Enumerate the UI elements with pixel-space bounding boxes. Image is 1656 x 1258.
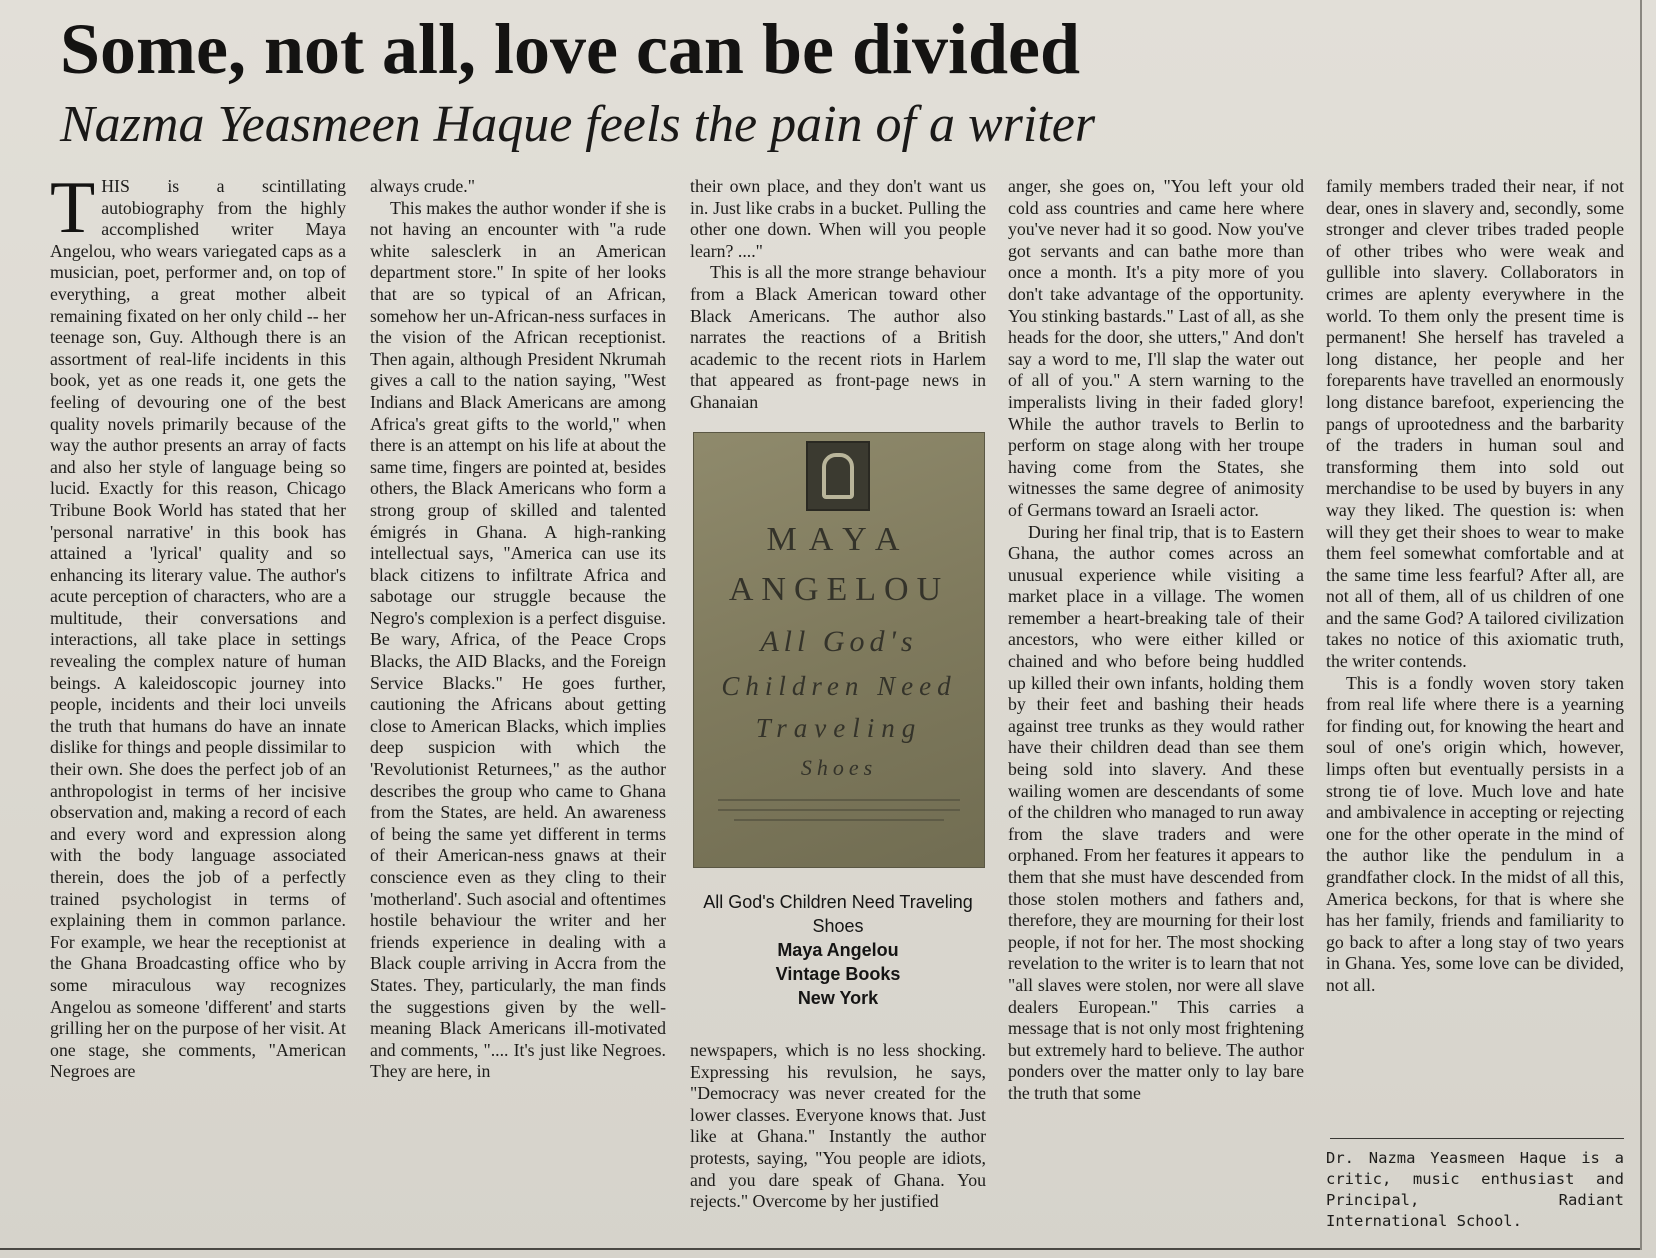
column-2	[370, 176, 666, 1083]
cover-title-line: Traveling	[755, 713, 923, 743]
cover-title-line: Shoes	[800, 755, 878, 780]
caption-city: New York	[797, 988, 879, 1008]
paragraph: This is all the more strange behaviour from a Black American toward other Black Americans. The author also narrates the reactions of a British academic to the recent riots in Harlem that appeared as front-page news in Ghanaian	[690, 262, 986, 412]
paragraph: family members traded their near, if not dear, ones in slavery and, secondly, some stronger and clever tribes traded people of other tribes who were weak and gullible into slavery. Collaborators in crimes are aplenty everywhere in the world. To them only the present time is permanent! She herself has traveled a long distance, her people and her foreparents have travelled an enormously long distance barefoot, experiencing the pangs of uprootedness and the barbarity of the traders in human soul and transforming them into sold out merchandise to be used by buyers in any way they liked. The question is: when will they get their shoes to wear to make them feel somewhat comfortable and at the same time less fearful? After all, are not all of them, all of us children of one and the same God? A tailored civilization takes no notice of this axiomatic truth, the writer contends.	[1326, 176, 1624, 672]
bio-divider	[1330, 1138, 1624, 1139]
paragraph: This is a fondly woven story taken from real life where there is a yearning for finding out, for knowing the heart and soul of one's origin which, however, limps often but eventually persists in a strong tie of love. Much love and hate and ambivalence in accepting or rejecting one for the other operate in the mind of the author like the pendulum in a grandfather clock. In the midst of all this, America beckons, for that is where she has her family, friends and familiarity to go back to after a long stay of two years in Ghana. Yes, some love can be divided, not all.	[1326, 672, 1624, 995]
cover-author-last: ANGELOU	[728, 571, 950, 608]
cover-fine-print	[718, 809, 960, 811]
page-bottom-rule	[0, 1248, 1640, 1250]
book-cover-image	[693, 432, 985, 868]
cover-author-first: MAYA	[766, 521, 912, 558]
column-4	[1008, 176, 1304, 1105]
paragraph-text: HIS is a scintillating autobiography from the highly accomplished writer Maya Angelou, who wears variegated caps as a musician, poet, performer and, on top of everything, a great mother albeit remaining fixated on her only child -- her teenage son, Guy. Although there is an assortment of real-life incidents in this book, yet as one reads it, one gets the feeling of devouring one of the best quality novels primarily because of the way the author presents an array of facts and also her style of language being so lucid. Exactly for this reason, Chicago Tribune Book World has stated that her 'personal narrative' in this book has attained a 'lyrical' quality and so enhancing its literary value. The author's acute perception of characters, who are a multitude, their conversations and interactions, all take place in settings revealing the complex nature of human beings. A kaleidoscopic journey into people, incidents and their loci unveils the truth that humans do have an innate dislike for things and people dissimilar to their own. She does the perfect job of an anthropologist in terms of her incisive observation and, making a record of each and every word and expression along with the body language associated therein, does the job of a perfectly trained psychologist in terms of explaining them in common parlance. For example, we hear the receptionist at the Ghana Broadcasting office who by some miraculous way recognizes Angelou as someone 'different' and starts grilling her on the purpose of her visit. At one stage, she comments, "American Negroes are	[50, 176, 346, 1082]
column-1	[50, 167, 346, 1083]
author-bio: Dr. Nazma Yeasmeen Haque is a critic, music enthusiast and Principal, Radiant International School.	[1326, 1149, 1624, 1230]
caption-author: Maya Angelou	[777, 940, 899, 960]
paragraph: During her final trip, that is to Eastern Ghana, the author comes across an unusual experience while visiting a market place in a village. The women remember a heart-breaking tale of their ancestors, who were either killed or chained and who before being huddled up killed their own infants, holding them by their feet and bashing their heads against tree trunks as they would rather have their children dead than see them being sold into slavery. And these wailing women are descendants of some of the children who managed to run away from the slave traders and were orphaned. From her features it appears to them that she must have descended from those stolen mothers and fathers and, therefore, they are mourning for their lost people, if not for her. The most shocking revelation to the writer is to learn that not "all slaves were stolen, nor were all slave dealers European." This carries a message that is not only most frightening but extremely hard to believe. The author ponders over the matter only to lay bare the truth that some	[1008, 521, 1304, 1103]
paragraph: This makes the author wonder if she is not having an encounter with "a rude white salesclerk in an American department store." In spite of her looks that are so typical of an African, somehow her un-African-ness surfaces in the vision of the African receptionist. Then again, although President Nkrumah gives a call to the nation saying, "West Indians and Black Americans are among Africa's great gifts to the world," when there is an attempt on his life at about the same time, fingers are pointed at, besides others, the Black Americans who form a strong group of skilled and talented émigrés in Ghana. A high-ranking intellectual says, "America can use its black citizens to infiltrate Africa and sabotage our struggle because the Negro's complexion is a perfect disguise. Be wary, Africa, of the Peace Crops Blacks, the AID Blacks, and the Foreign Service Blacks." He goes further, cautioning the Africans about getting close to American Blacks, which implies deep suspicion with which the 'Revolutionist Returnees," as the author describes the group who came to Ghana from the States, are held. An awareness of being the same yet different in terms of their American-ness gnaws at their conscience even as they cling to their 'motherland'. Such asocial and oftentimes hostile behaviour the writer and her friends experience in dealing with a Black couple arriving in Accra from the States. They, particularly, the man finds the suggestions given by the well-meaning Black Americans ill-motivated and comments, ".... It's just like Negroes. They are here, in	[370, 197, 666, 1082]
paragraph: anger, she goes on, "You left your old cold ass countries and came here where you've never had it so good. Now you've got servants and can bathe more than once a month. It's a pity more of you don't take advantage of the opportunity. You stinking bastards." Last of all, as she heads for the door, she utters," And don't say a word to me, I'll slap the water out of all of you." A stern warning to the imperalists living in their faded glory! While the author travels to Berlin to perform on stage along with her troupe having come from the States, she witnesses the same degree of animosity of Germans toward an Israeli actor.	[1008, 176, 1304, 520]
caption-publisher: Vintage Books	[775, 964, 901, 984]
column-3	[690, 176, 986, 414]
column-rule	[1640, 0, 1642, 1250]
paragraph: newspapers, which is no less shocking. Expressing his revulsion, he says, "Democracy was never created for the lower classes. Everyone knows that. Just like at Ghana." Instantly the author protests, saying, "You people are idiots, and you dare speak of Ghana. You rejects." Overcome by her justified	[690, 1040, 986, 1212]
paragraph: always crude."	[370, 176, 476, 196]
column-3-continued	[690, 1040, 986, 1213]
cover-title-line: All God's	[760, 625, 918, 658]
paragraph: their own place, and they don't want us in. Just like crabs in a bucket. Pulling the other one down. When will you people learn? ...."	[690, 176, 986, 261]
headline: Some, not all, love can be divided	[60, 9, 1081, 89]
cover-fine-print	[718, 799, 960, 801]
paragraph	[50, 167, 346, 1083]
cover-fine-print	[734, 819, 944, 821]
publisher-logo-icon	[806, 441, 870, 511]
caption-title: All God's Children Need Traveling Shoes	[703, 892, 973, 936]
column-5	[1326, 176, 1624, 997]
cover-title-line: Children Need	[721, 671, 957, 701]
book-caption	[690, 890, 986, 1010]
drop-cap: T	[50, 167, 96, 249]
subheadline: Nazma Yeasmeen Haque feels the pain of a writer	[60, 96, 1096, 153]
